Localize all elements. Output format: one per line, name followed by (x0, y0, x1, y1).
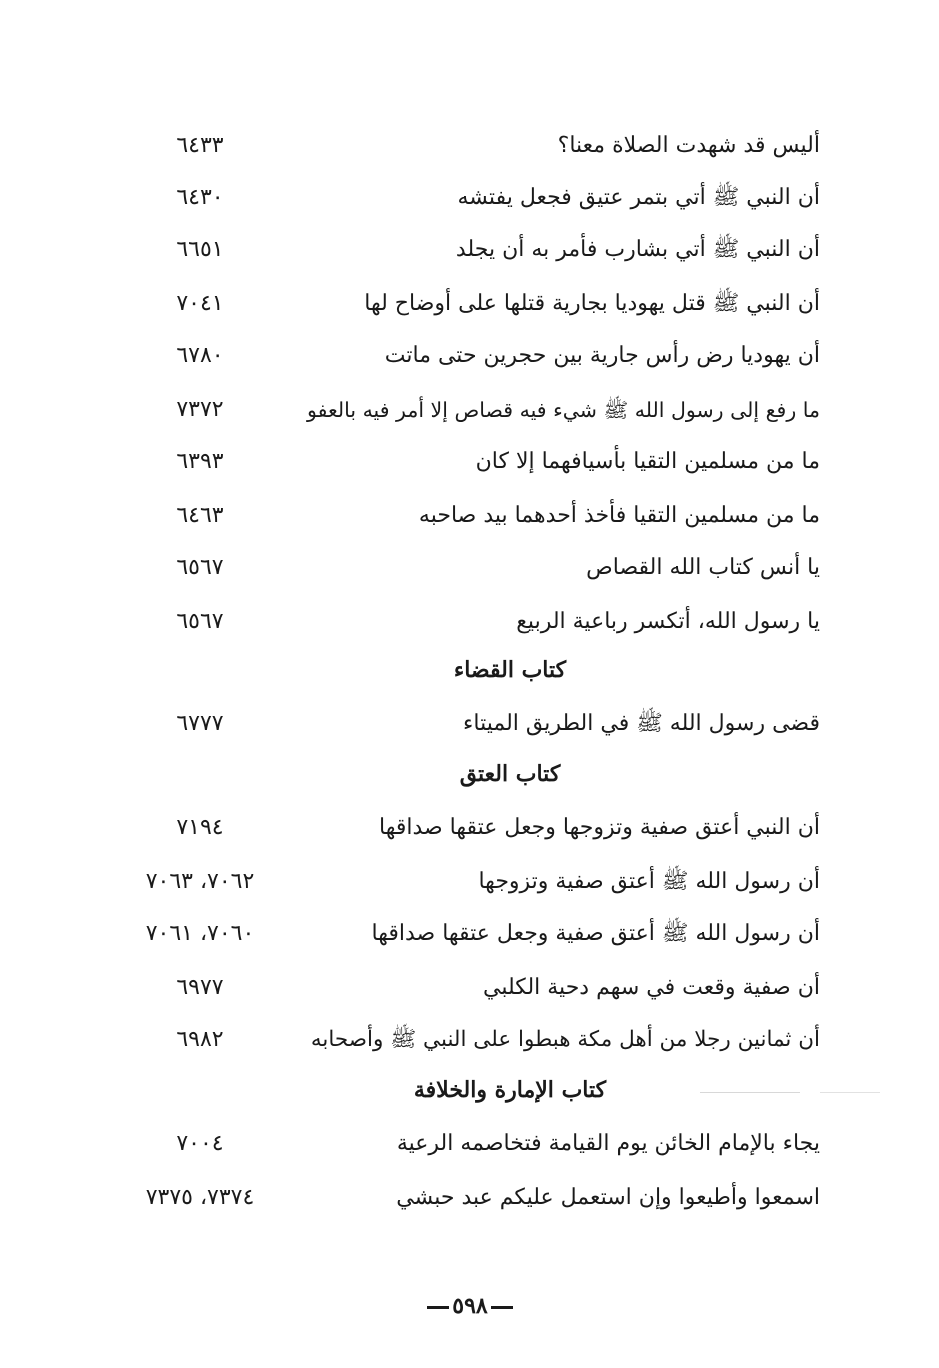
hadith-incipit: ما من مسلمين التقيا بأسيافهما إلا كان (475, 449, 820, 474)
index-entry (120, 600, 820, 644)
index-entry (120, 912, 820, 956)
hadith-number: ٧٠٦٢، ٧٠٦٣ (145, 869, 255, 894)
hadith-number: ٦٦٥١ (176, 237, 224, 262)
hadith-incipit: أن النبي ﷺ أتي بشارب فأمر به أن يجلد (455, 237, 820, 262)
hadith-incipit: أن النبي أعتق صفية وتزوجها وجعل عتقها صداقها (378, 815, 820, 840)
hadith-incipit: أن رسول الله ﷺ أعتق صفية وتزوجها (478, 869, 820, 894)
hadith-incipit: أن النبي ﷺ أتي بتمر عتيق فجعل يفتشه (457, 185, 820, 210)
page-number-value: ٥٩٨ (452, 1293, 488, 1319)
hadith-incipit: يا رسول الله، أتكسر رباعية الربيع (516, 609, 820, 634)
hadith-number: ٦٤٣٠ (176, 185, 224, 210)
hadith-incipit: اسمعوا وأطيعوا وإن استعمل عليكم عبد حبشي (396, 1185, 820, 1210)
hadith-incipit: أن يهوديا رض رأس جارية بين حجرين حتى ماتت (384, 343, 820, 368)
hadith-number: ٧٣٧٢ (176, 397, 224, 422)
index-entry (120, 228, 820, 272)
hadith-incipit: قضى رسول الله ﷺ في الطريق الميتاء (463, 711, 820, 736)
section-heading: كتاب الإمارة والخلافة (413, 1077, 607, 1103)
index-entry (120, 546, 820, 590)
hadith-number: ٦٤٦٣ (176, 503, 224, 528)
index-entry (120, 1122, 820, 1166)
index-entry (120, 806, 820, 850)
hadith-incipit: أن النبي ﷺ قتل يهوديا بجارية قتلها على أوضاح لها (364, 291, 820, 316)
index-entry (120, 1018, 820, 1062)
hadith-incipit: يجاء بالإمام الخائن يوم القيامة فتخاصمه الرعية (396, 1131, 820, 1156)
index-entry (120, 860, 820, 904)
index-entry (120, 176, 820, 220)
index-entry (120, 124, 820, 168)
scan-artifact-line (700, 1092, 800, 1093)
index-entry (120, 334, 820, 378)
hadith-number: ٦٣٩٣ (176, 449, 224, 474)
hadith-number: ٧٠٠٤ (176, 1131, 224, 1156)
hadith-number: ٧٣٧٤، ٧٣٧٥ (145, 1185, 255, 1210)
hadith-incipit: أن صفية وقعت في سهم دحية الكلبي (483, 975, 820, 1000)
hadith-number: ٧١٩٤ (176, 815, 224, 840)
index-entry (120, 440, 820, 484)
page-number (360, 1286, 580, 1326)
index-entry (120, 1176, 820, 1220)
hadith-incipit: يا أنس كتاب الله القصاص (586, 555, 820, 580)
index-entry (120, 388, 820, 432)
hadith-number: ٧٠٦٠، ٧٠٦١ (145, 921, 255, 946)
scan-artifact-line (820, 1092, 880, 1093)
hadith-number: ٦٧٨٠ (176, 343, 224, 368)
hadith-number: ٧٠٤١ (176, 291, 224, 316)
hadith-number: ٦٤٣٣ (176, 133, 224, 158)
section-heading: كتاب العتق (459, 761, 561, 787)
hadith-incipit: أليس قد شهدت الصلاة معنا؟ (557, 133, 820, 158)
index-entry (120, 966, 820, 1010)
section-heading: كتاب القضاء (453, 657, 567, 683)
hadith-number: ٦٧٧٧ (176, 711, 224, 736)
index-entry (120, 494, 820, 538)
index-entry (120, 702, 820, 746)
hadith-number: ٦٥٦٧ (176, 609, 224, 634)
index-entry (120, 282, 820, 326)
hadith-number: ٦٩٧٧ (176, 975, 224, 1000)
hadith-number: ٦٥٦٧ (176, 555, 224, 580)
hadith-number: ٦٩٨٢ (176, 1027, 224, 1052)
hadith-incipit: أن رسول الله ﷺ أعتق صفية وجعل عتقها صداقها (371, 921, 820, 946)
page-number-dash (427, 1306, 449, 1309)
hadith-incipit: ما رفع إلى رسول الله ﷺ شيء فيه قصاص إلا أمر فيه بالعفو (307, 398, 820, 422)
page-number-dash (491, 1306, 513, 1309)
hadith-incipit: أن ثمانين رجلا من أهل مكة هبطوا على النبي ﷺ وأصحابه (310, 1027, 820, 1052)
hadith-incipit: ما من مسلمين التقيا فأخذ أحدهما بيد صاحبه (418, 503, 820, 528)
